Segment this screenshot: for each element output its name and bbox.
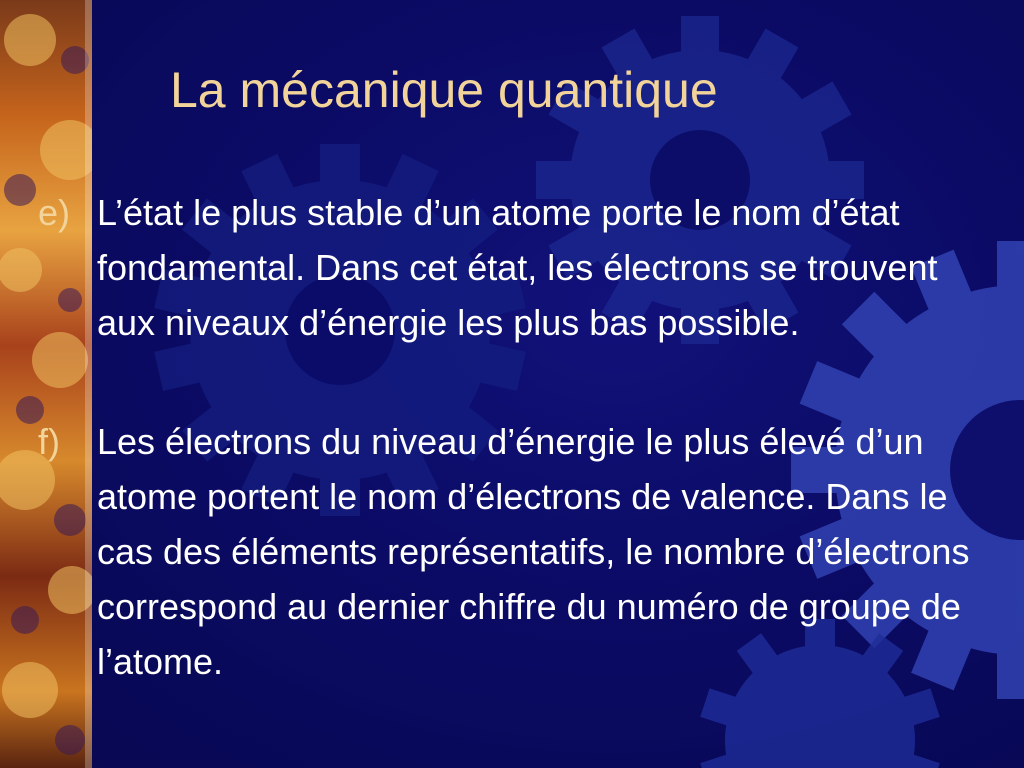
- slide-title: La mécanique quantique: [170, 62, 718, 118]
- gear-tooth: [997, 649, 1024, 699]
- gear-tooth: [997, 241, 1024, 291]
- gear-tooth: [681, 16, 719, 56]
- bullet-marker: e): [38, 192, 71, 233]
- bullet-item: [38, 185, 998, 350]
- bullet-marker: f): [38, 421, 60, 462]
- bullet-item: [38, 414, 998, 689]
- gear-tooth: [320, 144, 360, 186]
- bullet-text: L’état le plus stable d’un atome porte le nom d’état fondamental. Dans cet état, les électrons se trouvent aux niveaux d’énergie les plus bas possible.: [97, 192, 938, 343]
- bullet-text: Les électrons du niveau d’énergie le plus élevé d’un atome portent le nom d’électrons de valence. Dans le cas des éléments représentatifs, le nombre d’électrons correspond au dernier chiffre du numéro de groupe de l’atome.: [97, 421, 970, 682]
